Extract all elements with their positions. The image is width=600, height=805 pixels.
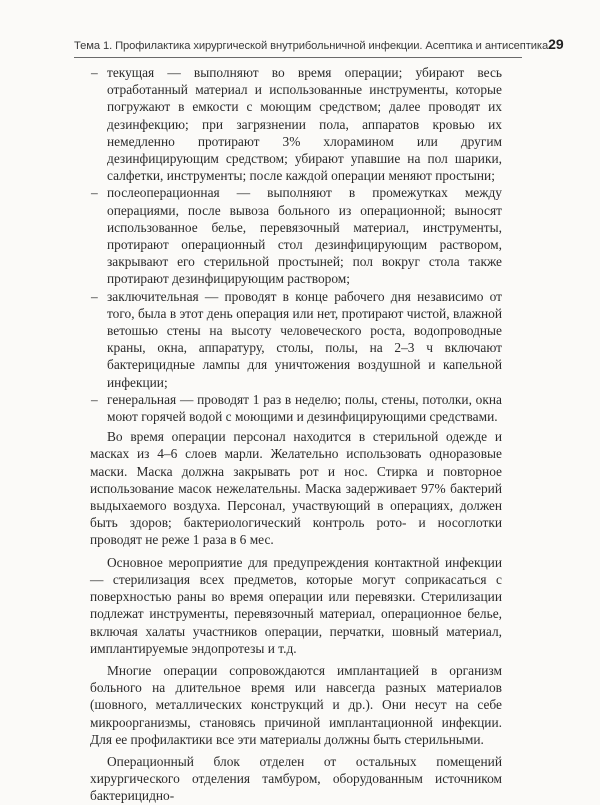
list-item: [91, 64, 502, 184]
list-item: [91, 288, 502, 391]
paragraph-masks: Во время операции персонал находится в стерильной одежде и масках из 4–6 слоев марли. Желательно использовать одноразовые маски. Маска должна закрывать рот и нос. Стирка и повторное использование масок нежелательны. Маска задерживает 97% бактерий выдыхаемого воздуха. Персонал, участвующий в операциях, должен быть здоров; бактериологический контроль рото- и носоглотки проводят не реже 1 раза в 6 мес.: [90, 429, 502, 548]
list-item-text: текущая — выполняют во время операции; убирают весь отработанный материал и использованные инструменты, которые погружают в емкости с моющим средством; далее проводят их дезинфекцию; при загрязнении пола, аппаратов кровью их немедленно протирают 3% хлорамином или другим дезинфицирующим средством; убирают упавшие на пол шарики, салфетки, инструменты; после каждой операции меняют простыни;: [107, 65, 502, 184]
list-dash-marker: –: [91, 65, 98, 80]
list-item-text: генеральная — проводят 1 раз в неделю; полы, стены, потолки, окна моют горячей водой с моющими и дезинфицирующими средствами.: [107, 391, 502, 425]
paragraph-operating-block: Операционный блок отделен от остальных помещений хирургического отделения тамбуром, оборудованным источником бактерицидно-: [90, 753, 502, 804]
list-dash-marker: –: [91, 391, 98, 407]
list-item-text: послеоперационная — выполняют в промежутках между операциями, после вывоза больного из операционной; выносят использованное белье, перевязочный материал, инструменты, протирают операционный стол дезинфицирующим раствором, закрывают его стерильной простыней; пол вокруг стола также протирают дезинфицирующим раствором;: [107, 185, 502, 287]
paragraph-sterilization: Основное мероприятие для предупреждения контактной инфекции — стерилизация всех предметов, которые могут соприкасаться с поверхностью раны во время операции или перевязки. Стерилизации подлежат инструменты, перевязочный материал, операционное белье, включая халаты участников операции, перчатки, шовный материал, имплантируемые эндопротезы и т.д.: [90, 554, 502, 656]
page-body: [90, 64, 502, 805]
list-dash-marker: –: [91, 185, 98, 201]
paragraph-implants: Многие операции сопровождаются имплантацией в организм больного на длительное время или навсегда разных материалов (шовного, металлических конструкций и др.). Они несут на себе микроорганизмы, становясь причиной имплантационной инфекции. Для ее профилактики все эти материалы должны быть стерильными.: [90, 662, 502, 747]
list-dash-marker: –: [91, 288, 98, 304]
list-item: [91, 391, 502, 425]
chapter-title: Тема 1. Профилактика хирургической внутрибольничной инфекции. Асептика и антисептика: [74, 40, 549, 52]
page-number: 29: [548, 36, 564, 52]
cleaning-types-list: [90, 64, 502, 425]
list-item: [91, 184, 502, 287]
list-item-text: заключительная — проводят в конце рабочего дня независимо от того, была в этот день операция или нет, протирают чистой, влажной ветошью стены на высоту человеческого роста, водопроводные краны, окна, аппаратуру, столы, полы, на 2–3 ч включают бактерицидные лампы для уничтожения воздушной и капельной инфекции;: [107, 288, 502, 390]
running-header: [74, 36, 564, 58]
